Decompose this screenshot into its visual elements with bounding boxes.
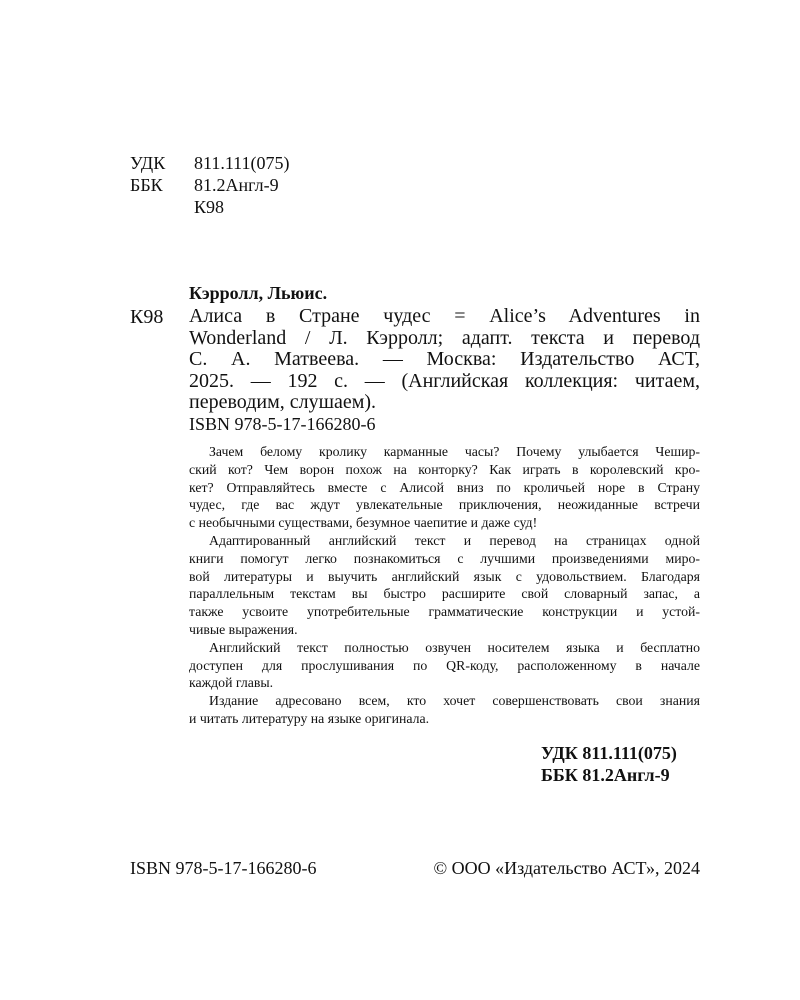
isbn-line: ISBN 978-5-17-166280-6 — [189, 414, 376, 434]
bbk-row — [130, 174, 279, 196]
annotation-line: параллельным текстам вы быстро расширите свой словарный запас, а — [189, 586, 700, 602]
copyright-notice: © ООО «Издательство АСТ», 2024 — [433, 858, 700, 878]
author-mark-code: К98 — [130, 306, 164, 328]
udk-label: УДК — [130, 153, 166, 173]
footer-isbn: ISBN 978-5-17-166280-6 — [130, 858, 317, 878]
author-heading: Кэрролл, Льюис. — [189, 283, 328, 303]
udk-bottom: УДК 811.111(075) — [541, 743, 677, 763]
annotation-line: кет? Отправляйтесь вместе с Алисой вниз по кроличьей норе в Страну — [189, 479, 700, 495]
author-mark-top: К98 — [194, 197, 225, 217]
bbk-label: ББК — [130, 175, 163, 195]
annotation-line: также усвоите употребительные грамматические конструкции и устой- — [189, 604, 700, 620]
annotation-line: чивые выражения. — [189, 621, 298, 637]
annotation-line: ский кот? Чем ворон похож на конторку? Как играть в королевский кро- — [189, 461, 700, 477]
biblio-line: переводим, слушаем). — [189, 391, 377, 414]
biblio-line: Wonderland / Л. Кэрролл; адапт. текста и перевод — [189, 326, 700, 349]
annotation — [189, 443, 700, 728]
bbk-value: 81.2Англ-9 — [194, 175, 279, 195]
annotation-line: доступен для прослушивания по QR-коду, расположенному в начале — [189, 657, 700, 673]
annotation-line: Адаптированный английский текст и перевод на страницах одной — [209, 532, 700, 548]
bibliographic-description — [189, 306, 700, 414]
annotation-line: и читать литературу на языке оригинала. — [189, 710, 430, 726]
udk-row — [130, 152, 289, 174]
bbk-bottom: ББК 81.2Англ-9 — [541, 765, 670, 785]
annotation-line: Зачем белому кролику карманные часы? Почему улыбается Чешир- — [209, 444, 700, 459]
biblio-line: Алиса в Стране чудес = Alice’s Adventures in — [189, 305, 700, 327]
biblio-line: 2025. — 192 с. — (Английская коллекция: читаем, — [189, 369, 700, 392]
annotation-line: каждой главы. — [189, 675, 274, 691]
annotation-line: Издание адресовано всем, кто хочет совершенствовать свои знания — [209, 693, 700, 709]
annotation-line: чудес, где вас ждут увлекательные приключения, неожиданные встречи — [189, 497, 700, 513]
annotation-line: Английский текст полностью озвучен носителем языка и бесплатно — [209, 639, 700, 655]
annotation-line: книги помогут легко познакомиться с лучшими произведениями миро- — [189, 550, 700, 566]
annotation-line: вой литературы и выучить английский язык с удовольствием. Благодаря — [189, 568, 700, 584]
biblio-line: С. А. Матвеева. — Москва: Издательство АСТ, — [189, 348, 700, 371]
annotation-line: с необычными существами, безумное чаепитие и даже суд! — [189, 515, 538, 531]
udk-value: 811.111(075) — [194, 153, 290, 173]
